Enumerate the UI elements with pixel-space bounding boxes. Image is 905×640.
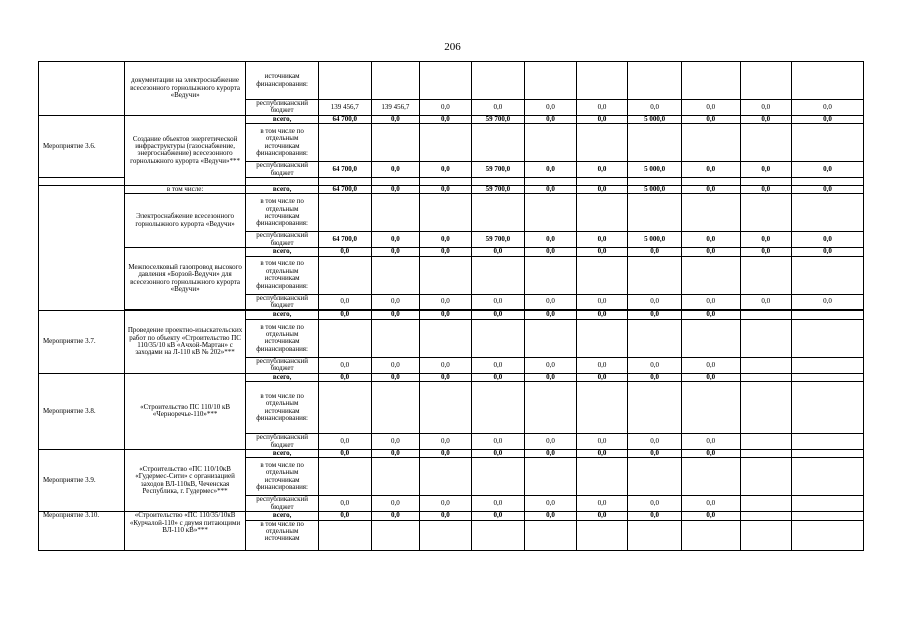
value-cell: 0,0 [681, 100, 740, 116]
value-cell: 0,0 [319, 373, 372, 381]
value-cell: 0,0 [420, 449, 472, 457]
source-label: в том числе по отдельным источникам финансирования: [246, 319, 319, 357]
value-cell: 0,0 [525, 512, 577, 520]
value-cell: 0,0 [371, 373, 420, 381]
value-cell: 0,0 [628, 100, 682, 116]
value-cell: 64 700,0 [319, 186, 372, 194]
source-label: всего, [246, 449, 319, 457]
value-cell: 0,0 [681, 248, 740, 256]
value-cell: 0,0 [471, 373, 525, 381]
value-cell: 0,0 [576, 115, 628, 123]
table-row [39, 373, 864, 381]
value-cell: 0,0 [681, 186, 740, 194]
value-cell: 0,0 [628, 294, 682, 310]
source-label: республиканский бюджет [246, 294, 319, 310]
value-cell: 0,0 [319, 434, 372, 450]
table-row [39, 248, 864, 256]
value-cell: 0,0 [628, 512, 682, 520]
source-label: республиканский бюджет [246, 232, 319, 248]
value-cell: 0,0 [576, 357, 628, 373]
row-label: Мероприятие 3.9. [39, 449, 125, 511]
value-cell: 0,0 [371, 434, 420, 450]
value-cell: 0,0 [420, 357, 472, 373]
value-cell: 0,0 [740, 162, 792, 178]
source-label: всего, [246, 248, 319, 256]
value-cell: 64 700,0 [319, 162, 372, 178]
value-cell: 0,0 [681, 512, 740, 520]
value-cell: 0,0 [371, 311, 420, 319]
budget-table [38, 61, 864, 551]
source-label: в том числе по отдельным источникам [246, 520, 319, 550]
row-label: Мероприятие 3.6. [39, 115, 125, 177]
value-cell: 59 700,0 [471, 232, 525, 248]
value-cell: 0,0 [420, 186, 472, 194]
value-cell: 0,0 [740, 232, 792, 248]
value-cell: 0,0 [525, 248, 577, 256]
value-cell: 0,0 [420, 496, 472, 512]
value-cell: 0,0 [576, 373, 628, 381]
value-cell: 0,0 [740, 248, 792, 256]
source-label: республиканский бюджет [246, 162, 319, 178]
value-cell: 0,0 [471, 434, 525, 450]
value-cell: 59 700,0 [471, 162, 525, 178]
value-cell: 0,0 [576, 512, 628, 520]
value-cell: 0,0 [576, 186, 628, 194]
value-cell: 0,0 [371, 186, 420, 194]
value-cell: 139 456,7 [319, 100, 372, 116]
value-cell: 0,0 [420, 294, 472, 310]
source-label: республиканский бюджет [246, 496, 319, 512]
value-cell: 0,0 [371, 512, 420, 520]
value-cell: 0,0 [740, 186, 792, 194]
value-cell: 0,0 [525, 232, 577, 248]
value-cell: 5 000,0 [628, 162, 682, 178]
value-cell: 0,0 [740, 294, 792, 310]
measure-name: Межпоселковый газопровод высокого давления «Борзой-Ведучи» для всесезонного горнолыжного курорта «Ведучи» [124, 248, 245, 310]
value-cell: 0,0 [681, 311, 740, 319]
value-cell: 0,0 [681, 496, 740, 512]
value-cell: 0,0 [576, 162, 628, 178]
value-cell: 0,0 [792, 294, 864, 310]
value-cell: 139 456,7 [371, 100, 420, 116]
value-cell: 0,0 [792, 186, 864, 194]
source-label: всего, [246, 311, 319, 319]
value-cell: 0,0 [371, 496, 420, 512]
row-label: Мероприятие 3.10. [39, 512, 125, 550]
row-label [39, 178, 125, 186]
value-cell: 0,0 [420, 232, 472, 248]
source-label: республиканский бюджет [246, 434, 319, 450]
value-cell: 0,0 [681, 232, 740, 248]
value-cell: 0,0 [628, 496, 682, 512]
value-cell: 0,0 [319, 449, 372, 457]
source-label: всего, [246, 186, 319, 194]
value-cell: 0,0 [681, 434, 740, 450]
value-cell: 0,0 [319, 248, 372, 256]
measure-name: Электроснабжение всесезонного горнолыжного курорта «Ведучи» [124, 194, 245, 248]
value-cell: 0,0 [371, 357, 420, 373]
value-cell: 0,0 [525, 373, 577, 381]
measure-name: «Строительство «ПС 110/10кВ «Гудермес-Сити» с организацией заходов ВЛ-110кВ, Чеченская Республика, г. Гудермес»*** [124, 449, 245, 511]
table-row [39, 194, 864, 232]
value-cell: 0,0 [371, 162, 420, 178]
value-cell: 0,0 [319, 512, 372, 520]
value-cell: 0,0 [471, 248, 525, 256]
value-cell: 0,0 [319, 294, 372, 310]
value-cell: 0,0 [628, 449, 682, 457]
value-cell: 0,0 [471, 294, 525, 310]
value-cell: 0,0 [471, 512, 525, 520]
table-row [39, 115, 864, 123]
source-label: в том числе по отдельным источникам финансирования: [246, 458, 319, 496]
value-cell: 0,0 [681, 357, 740, 373]
value-cell: 0,0 [471, 100, 525, 116]
source-label: в том числе по отдельным источникам финансирования: [246, 194, 319, 232]
value-cell: 0,0 [319, 311, 372, 319]
value-cell: 0,0 [576, 449, 628, 457]
value-cell: 0,0 [525, 496, 577, 512]
value-cell: 0,0 [420, 162, 472, 178]
source-label: всего, [246, 373, 319, 381]
including-label: в том числе: [124, 186, 245, 194]
value-cell: 0,0 [319, 357, 372, 373]
value-cell: 0,0 [525, 357, 577, 373]
value-cell: 5 000,0 [628, 232, 682, 248]
value-cell: 59 700,0 [471, 115, 525, 123]
value-cell: 0,0 [740, 115, 792, 123]
value-cell: 0,0 [471, 496, 525, 512]
value-cell: 0,0 [525, 294, 577, 310]
value-cell: 0,0 [576, 311, 628, 319]
value-cell: 0,0 [420, 434, 472, 450]
value-cell: 0,0 [525, 115, 577, 123]
value-cell: 0,0 [792, 162, 864, 178]
value-cell: 0,0 [525, 434, 577, 450]
value-cell: 0,0 [319, 496, 372, 512]
measure-name: Создание объектов энергетической инфраструктуры (газоснабжение, энергоснабжение) всесезонного горнолыжного курорта «Ведучи»*** [124, 115, 245, 185]
value-cell: 0,0 [371, 449, 420, 457]
value-cell: 0,0 [420, 512, 472, 520]
value-cell: 64 700,0 [319, 232, 372, 248]
value-cell: 0,0 [420, 311, 472, 319]
table-row [39, 186, 864, 194]
value-cell: 0,0 [471, 311, 525, 319]
source-label: в том числе по отдельным источникам финансирования: [246, 256, 319, 294]
source-label: республиканский бюджет [246, 357, 319, 373]
value-cell: 0,0 [740, 100, 792, 116]
table-row [39, 311, 864, 319]
value-cell: 0,0 [576, 434, 628, 450]
table-row [39, 512, 864, 520]
value-cell: 0,0 [525, 186, 577, 194]
value-cell: 0,0 [792, 248, 864, 256]
value-cell: 0,0 [681, 294, 740, 310]
value-cell: 0,0 [420, 248, 472, 256]
value-cell: 0,0 [371, 294, 420, 310]
row-label [39, 186, 125, 311]
row-label [39, 62, 125, 116]
source-label: всего, [246, 115, 319, 123]
value-cell: 0,0 [371, 115, 420, 123]
measure-name: Проведение проектно-изыскательских работ по объекту «Строительство ПС 110/35/10 кВ «Ачхой-Мартан» с заходами на Л-110 кВ № 202»*** [124, 311, 245, 373]
value-cell: 0,0 [681, 373, 740, 381]
table-row [39, 449, 864, 457]
value-cell: 0,0 [628, 373, 682, 381]
value-cell: 0,0 [576, 100, 628, 116]
value-cell: 0,0 [576, 248, 628, 256]
value-cell: 0,0 [420, 115, 472, 123]
page-number: 206 [444, 41, 461, 53]
value-cell: 0,0 [628, 248, 682, 256]
value-cell: 0,0 [525, 162, 577, 178]
value-cell: 0,0 [628, 434, 682, 450]
value-cell: 0,0 [681, 162, 740, 178]
value-cell: 0,0 [628, 357, 682, 373]
value-cell: 0,0 [420, 100, 472, 116]
value-cell: 0,0 [628, 311, 682, 319]
source-label: республиканский бюджет [246, 100, 319, 116]
value-cell: 0,0 [471, 357, 525, 373]
row-label: Мероприятие 3.7. [39, 311, 125, 373]
value-cell: 0,0 [420, 373, 472, 381]
value-cell: 0,0 [371, 248, 420, 256]
value-cell: 5 000,0 [628, 186, 682, 194]
value-cell: 0,0 [576, 496, 628, 512]
value-cell: 0,0 [792, 232, 864, 248]
value-cell: 0,0 [471, 449, 525, 457]
value-cell: 5 000,0 [628, 115, 682, 123]
row-label: Мероприятие 3.8. [39, 373, 125, 449]
value-cell: 0,0 [792, 100, 864, 116]
value-cell: 0,0 [576, 232, 628, 248]
value-cell: 0,0 [525, 449, 577, 457]
measure-name: документации на электроснабжение всесезонного горнолыжного курорта «Ведучи» [124, 62, 245, 116]
value-cell: 59 700,0 [471, 186, 525, 194]
value-cell: 0,0 [681, 449, 740, 457]
value-cell: 0,0 [792, 115, 864, 123]
value-cell: 0,0 [576, 294, 628, 310]
value-cell: 0,0 [525, 100, 577, 116]
measure-name: «Строительство ПС 110/10 кВ «Черноречье-110»*** [124, 373, 245, 449]
value-cell: 64 700,0 [319, 115, 372, 123]
table-row [39, 62, 864, 100]
value-cell: 0,0 [371, 232, 420, 248]
value-cell: 0,0 [681, 115, 740, 123]
source-label: всего, [246, 512, 319, 520]
value-cell: 0,0 [525, 311, 577, 319]
measure-name: «Строительство «ПС 110/35/10кВ «Курчалой-110» с двумя питающими ВЛ-110 кВ»*** [124, 512, 245, 550]
source-label: источникам финансирования: [246, 62, 319, 100]
source-label: в том числе по отдельным источникам финансирования: [246, 124, 319, 162]
source-label: в том числе по отдельным источникам финансирования: [246, 382, 319, 434]
